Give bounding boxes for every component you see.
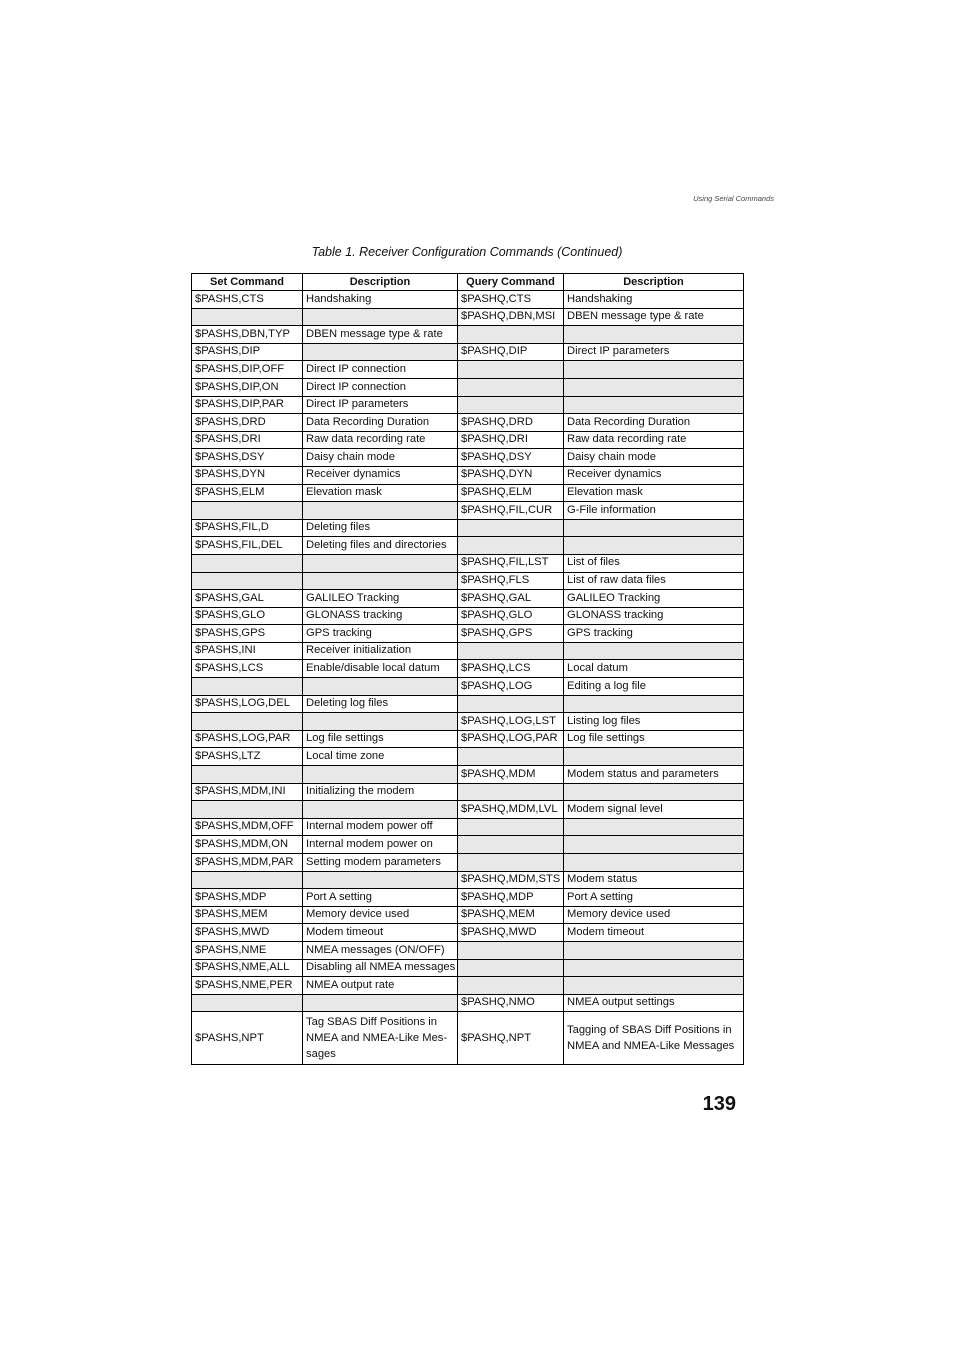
query-command-cell: $PASHQ,DYN <box>458 466 564 484</box>
query-command-cell: $PASHQ,DBN,MSI <box>458 308 564 326</box>
query-description-cell <box>564 748 744 766</box>
set-command-cell: $PASHS,LTZ <box>192 748 303 766</box>
query-description-cell <box>564 378 744 396</box>
set-command-cell: $PASHS,DRI <box>192 431 303 449</box>
query-command-cell: $PASHQ,NPT <box>458 1012 564 1065</box>
set-description-cell: Direct IP connection <box>303 361 458 379</box>
header-query-description: Description <box>564 274 744 291</box>
query-command-cell <box>458 537 564 555</box>
query-description-cell: GLONASS tracking <box>564 607 744 625</box>
set-description-cell: GPS tracking <box>303 625 458 643</box>
set-command-cell: $PASHS,LCS <box>192 660 303 678</box>
query-command-cell: $PASHQ,LOG,LST <box>458 713 564 731</box>
query-description-cell: Modem status <box>564 871 744 889</box>
set-description-cell: Disabling all NMEA messages <box>303 959 458 977</box>
table-body <box>192 291 744 1065</box>
table-row <box>192 766 744 784</box>
table-header <box>192 274 744 291</box>
query-description-cell <box>564 836 744 854</box>
query-description-cell: List of files <box>564 554 744 572</box>
table-row <box>192 941 744 959</box>
table-row <box>192 994 744 1012</box>
query-command-cell: $PASHQ,MEM <box>458 906 564 924</box>
set-description-cell: Direct IP parameters <box>303 396 458 414</box>
table-row <box>192 449 744 467</box>
table-row <box>192 836 744 854</box>
table-row <box>192 590 744 608</box>
query-description-cell: DBEN message type & rate <box>564 308 744 326</box>
set-command-cell <box>192 308 303 326</box>
set-description-cell: NMEA output rate <box>303 977 458 995</box>
query-description-cell <box>564 977 744 995</box>
query-description-cell <box>564 642 744 660</box>
query-description-cell <box>564 854 744 872</box>
query-command-cell <box>458 959 564 977</box>
set-description-cell: Receiver initialization <box>303 642 458 660</box>
query-description-cell: Daisy chain mode <box>564 449 744 467</box>
query-command-cell <box>458 642 564 660</box>
query-command-cell <box>458 361 564 379</box>
query-command-cell <box>458 748 564 766</box>
query-command-cell <box>458 378 564 396</box>
table-row <box>192 326 744 344</box>
set-description-cell: Modem timeout <box>303 924 458 942</box>
query-description-cell: Receiver dynamics <box>564 466 744 484</box>
set-description-cell: Internal modem power on <box>303 836 458 854</box>
query-command-cell: $PASHQ,DIP <box>458 343 564 361</box>
header-row <box>192 274 744 291</box>
table-row <box>192 818 744 836</box>
set-command-cell: $PASHS,FIL,DEL <box>192 537 303 555</box>
query-command-cell: $PASHQ,NMO <box>458 994 564 1012</box>
query-command-cell: $PASHQ,GLO <box>458 607 564 625</box>
query-description-cell <box>564 783 744 801</box>
set-description-cell <box>303 994 458 1012</box>
query-description-cell <box>564 537 744 555</box>
table-row <box>192 748 744 766</box>
query-command-cell: $PASHQ,DSY <box>458 449 564 467</box>
table-row <box>192 854 744 872</box>
query-description-cell: GPS tracking <box>564 625 744 643</box>
query-command-cell: $PASHQ,GAL <box>458 590 564 608</box>
query-description-cell: Tagging of SBAS Diff Positions in NMEA and NMEA-Like Messages <box>564 1012 744 1065</box>
set-command-cell: $PASHS,NME,ALL <box>192 959 303 977</box>
set-description-cell: Setting modem parameters <box>303 854 458 872</box>
set-command-cell: $PASHS,FIL,D <box>192 519 303 537</box>
query-command-cell <box>458 941 564 959</box>
table-row <box>192 730 744 748</box>
query-command-cell: $PASHQ,FIL,LST <box>458 554 564 572</box>
set-description-cell <box>303 554 458 572</box>
set-description-cell: Tag SBAS Diff Positions in NMEA and NMEA-Like Mes-sages <box>303 1012 458 1065</box>
set-command-cell: $PASHS,INI <box>192 642 303 660</box>
query-description-cell: Memory device used <box>564 906 744 924</box>
query-description-cell: GALILEO Tracking <box>564 590 744 608</box>
query-command-cell: $PASHQ,MDM,STS <box>458 871 564 889</box>
table-row <box>192 607 744 625</box>
set-command-cell: $PASHS,DBN,TYP <box>192 326 303 344</box>
set-description-cell <box>303 678 458 696</box>
query-command-cell <box>458 836 564 854</box>
query-description-cell: Listing log files <box>564 713 744 731</box>
query-description-cell: Handshaking <box>564 291 744 309</box>
table-row <box>192 431 744 449</box>
set-command-cell: $PASHS,MDM,INI <box>192 783 303 801</box>
query-command-cell <box>458 695 564 713</box>
table-row <box>192 484 744 502</box>
set-description-cell: Memory device used <box>303 906 458 924</box>
set-command-cell: $PASHS,LOG,PAR <box>192 730 303 748</box>
query-command-cell <box>458 396 564 414</box>
query-command-cell <box>458 977 564 995</box>
set-command-cell: $PASHS,DYN <box>192 466 303 484</box>
query-command-cell: $PASHQ,FLS <box>458 572 564 590</box>
table-row <box>192 554 744 572</box>
set-description-cell: Receiver dynamics <box>303 466 458 484</box>
query-description-cell: Data Recording Duration <box>564 414 744 432</box>
query-command-cell: $PASHQ,DRI <box>458 431 564 449</box>
set-command-cell <box>192 554 303 572</box>
header-set-command: Set Command <box>192 274 303 291</box>
set-command-cell: $PASHS,NME <box>192 941 303 959</box>
set-description-cell: Raw data recording rate <box>303 431 458 449</box>
query-description-cell: Modem signal level <box>564 801 744 819</box>
query-description-cell: Port A setting <box>564 889 744 907</box>
set-command-cell: $PASHS,GLO <box>192 607 303 625</box>
set-description-cell: Deleting files <box>303 519 458 537</box>
set-command-cell: $PASHS,DIP,OFF <box>192 361 303 379</box>
set-description-cell: Initializing the modem <box>303 783 458 801</box>
query-description-cell <box>564 959 744 977</box>
table-row <box>192 801 744 819</box>
query-command-cell <box>458 783 564 801</box>
header-set-description: Description <box>303 274 458 291</box>
table-row <box>192 308 744 326</box>
set-command-cell: $PASHS,MDM,PAR <box>192 854 303 872</box>
set-description-cell: Local time zone <box>303 748 458 766</box>
set-command-cell: $PASHS,MWD <box>192 924 303 942</box>
table-row <box>192 977 744 995</box>
query-description-cell: NMEA output settings <box>564 994 744 1012</box>
set-command-cell: $PASHS,ELM <box>192 484 303 502</box>
set-description-cell: GLONASS tracking <box>303 607 458 625</box>
table-row <box>192 1012 744 1065</box>
set-command-cell: $PASHS,GAL <box>192 590 303 608</box>
set-description-cell: Enable/disable local datum <box>303 660 458 678</box>
table-row <box>192 642 744 660</box>
set-description-cell: Deleting files and directories <box>303 537 458 555</box>
set-command-cell: $PASHS,DIP,PAR <box>192 396 303 414</box>
set-description-cell: Elevation mask <box>303 484 458 502</box>
query-description-cell <box>564 695 744 713</box>
table-row <box>192 924 744 942</box>
set-command-cell: $PASHS,DSY <box>192 449 303 467</box>
set-description-cell <box>303 572 458 590</box>
set-command-cell: $PASHS,MDM,OFF <box>192 818 303 836</box>
set-description-cell: GALILEO Tracking <box>303 590 458 608</box>
set-command-cell: $PASHS,GPS <box>192 625 303 643</box>
query-description-cell <box>564 519 744 537</box>
page-number: 139 <box>702 1093 736 1115</box>
set-description-cell <box>303 871 458 889</box>
set-command-cell <box>192 678 303 696</box>
set-command-cell: $PASHS,DIP,ON <box>192 378 303 396</box>
set-command-cell <box>192 502 303 520</box>
query-command-cell: $PASHQ,MDM <box>458 766 564 784</box>
set-command-cell <box>192 994 303 1012</box>
query-command-cell: $PASHQ,FIL,CUR <box>458 502 564 520</box>
table-row <box>192 396 744 414</box>
receiver-commands-table <box>191 273 744 1065</box>
query-description-cell <box>564 941 744 959</box>
table-row <box>192 343 744 361</box>
set-description-cell: Direct IP connection <box>303 378 458 396</box>
query-command-cell: $PASHQ,DRD <box>458 414 564 432</box>
set-command-cell: $PASHS,MEM <box>192 906 303 924</box>
set-command-cell: $PASHS,CTS <box>192 291 303 309</box>
set-description-cell: Handshaking <box>303 291 458 309</box>
query-description-cell: Direct IP parameters <box>564 343 744 361</box>
table-row <box>192 537 744 555</box>
query-description-cell <box>564 361 744 379</box>
table-row <box>192 378 744 396</box>
set-description-cell: NMEA messages (ON/OFF) <box>303 941 458 959</box>
table-row <box>192 414 744 432</box>
set-description-cell: DBEN message type & rate <box>303 326 458 344</box>
set-command-cell <box>192 801 303 819</box>
set-description-cell <box>303 343 458 361</box>
table-row <box>192 889 744 907</box>
query-command-cell: $PASHQ,GPS <box>458 625 564 643</box>
query-command-cell: $PASHQ,LCS <box>458 660 564 678</box>
query-command-cell <box>458 854 564 872</box>
set-description-cell <box>303 308 458 326</box>
query-description-cell: Modem timeout <box>564 924 744 942</box>
query-description-cell <box>564 326 744 344</box>
query-command-cell: $PASHQ,MDP <box>458 889 564 907</box>
query-description-cell: Modem status and parameters <box>564 766 744 784</box>
set-description-cell: Deleting log files <box>303 695 458 713</box>
table-row <box>192 502 744 520</box>
set-command-cell: $PASHS,MDP <box>192 889 303 907</box>
query-description-cell <box>564 396 744 414</box>
set-command-cell: $PASHS,MDM,ON <box>192 836 303 854</box>
query-description-cell: G-File information <box>564 502 744 520</box>
query-description-cell <box>564 818 744 836</box>
table-row <box>192 783 744 801</box>
set-command-cell: $PASHS,NPT <box>192 1012 303 1065</box>
query-description-cell: Elevation mask <box>564 484 744 502</box>
query-command-cell: $PASHQ,ELM <box>458 484 564 502</box>
set-command-cell: $PASHS,DRD <box>192 414 303 432</box>
table-row <box>192 871 744 889</box>
set-command-cell <box>192 766 303 784</box>
query-command-cell <box>458 519 564 537</box>
set-command-cell: $PASHS,DIP <box>192 343 303 361</box>
table-row <box>192 572 744 590</box>
query-command-cell: $PASHQ,CTS <box>458 291 564 309</box>
set-description-cell <box>303 801 458 819</box>
set-command-cell <box>192 871 303 889</box>
set-description-cell: Data Recording Duration <box>303 414 458 432</box>
running-head: Using Serial Commands <box>693 194 774 203</box>
set-description-cell: Log file settings <box>303 730 458 748</box>
set-description-cell: Daisy chain mode <box>303 449 458 467</box>
query-command-cell <box>458 326 564 344</box>
table-row <box>192 466 744 484</box>
table-row <box>192 660 744 678</box>
query-command-cell: $PASHQ,LOG <box>458 678 564 696</box>
set-command-cell: $PASHS,LOG,DEL <box>192 695 303 713</box>
table-row <box>192 519 744 537</box>
table-row <box>192 678 744 696</box>
query-command-cell: $PASHQ,MWD <box>458 924 564 942</box>
query-description-cell: Raw data recording rate <box>564 431 744 449</box>
table-row <box>192 291 744 309</box>
query-description-cell: Editing a log file <box>564 678 744 696</box>
set-command-cell: $PASHS,NME,PER <box>192 977 303 995</box>
table-row <box>192 906 744 924</box>
table-row <box>192 713 744 731</box>
set-description-cell <box>303 502 458 520</box>
set-description-cell: Port A setting <box>303 889 458 907</box>
set-command-cell <box>192 572 303 590</box>
query-description-cell: Local datum <box>564 660 744 678</box>
query-description-cell: Log file settings <box>564 730 744 748</box>
set-description-cell <box>303 713 458 731</box>
header-query-command: Query Command <box>458 274 564 291</box>
query-command-cell: $PASHQ,LOG,PAR <box>458 730 564 748</box>
query-command-cell <box>458 818 564 836</box>
set-description-cell <box>303 766 458 784</box>
query-description-cell: List of raw data files <box>564 572 744 590</box>
table-row <box>192 695 744 713</box>
table-caption: Table 1. Receiver Configuration Commands (Continued) <box>311 245 623 259</box>
set-description-cell: Internal modem power off <box>303 818 458 836</box>
table-row <box>192 625 744 643</box>
table-row <box>192 361 744 379</box>
table-row <box>192 959 744 977</box>
query-command-cell: $PASHQ,MDM,LVL <box>458 801 564 819</box>
set-command-cell <box>192 713 303 731</box>
